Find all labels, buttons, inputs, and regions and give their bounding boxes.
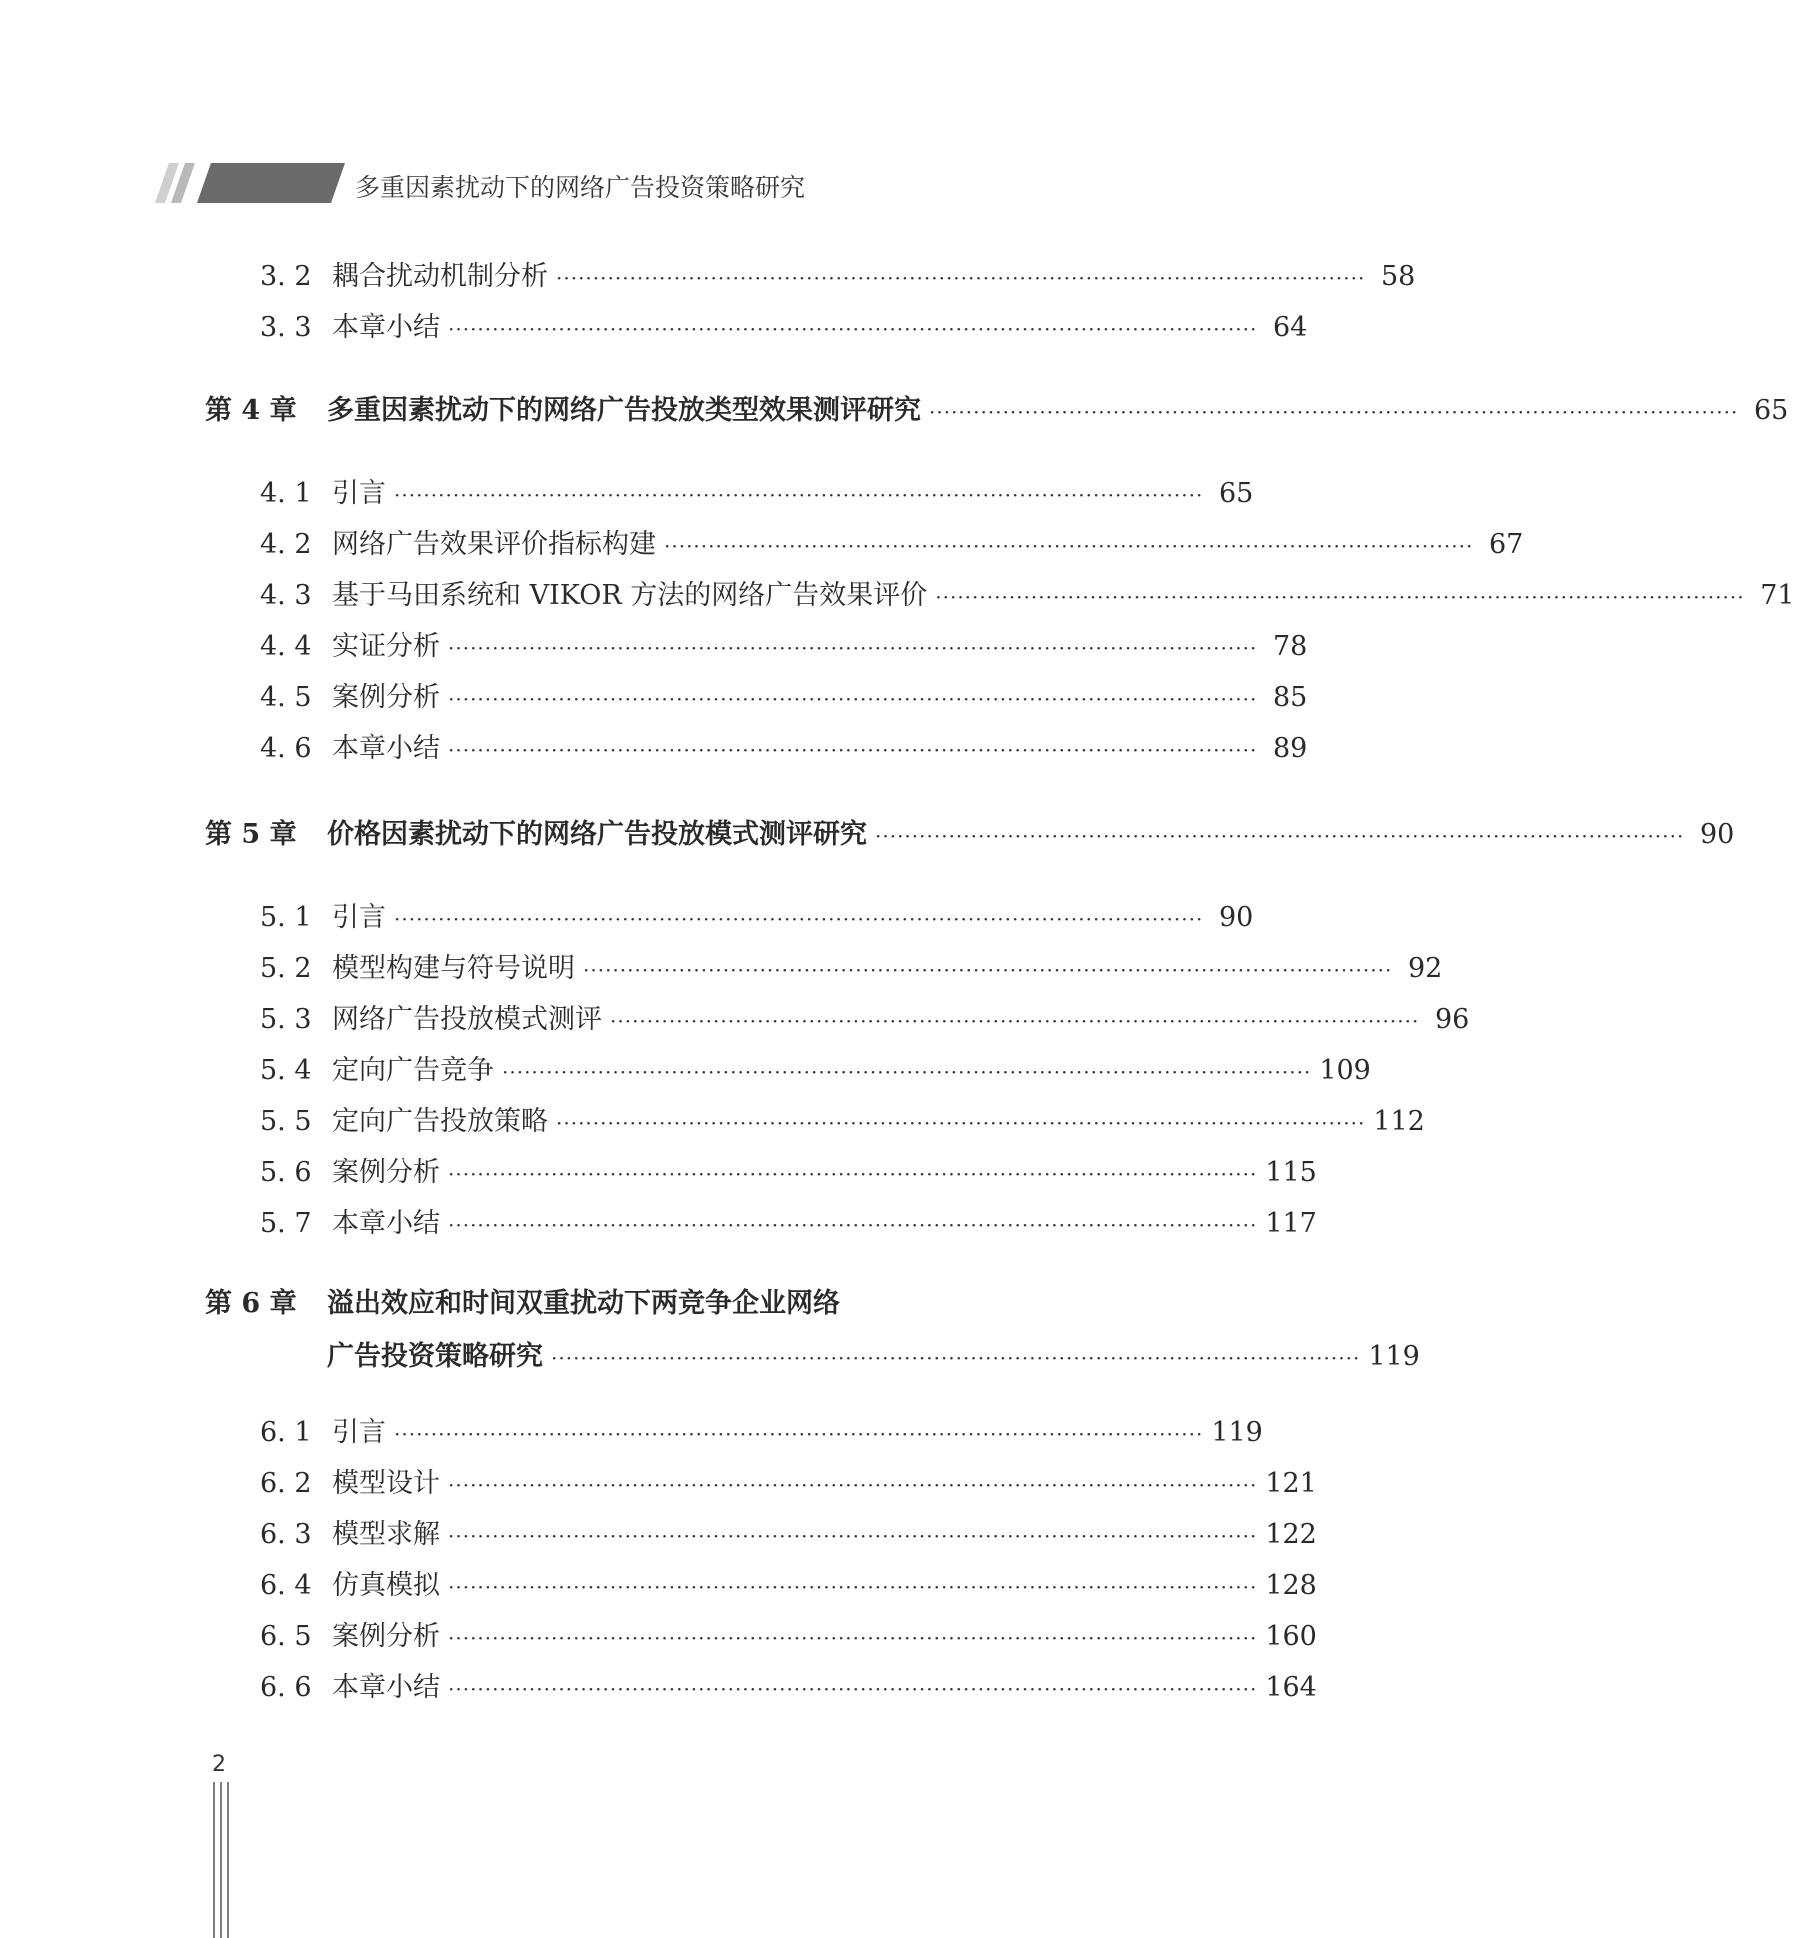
leader-dots: ·············································································································· (448, 1162, 1258, 1186)
leader-dots: ·············································································································· (394, 1422, 1204, 1446)
toc-entry-6-5[interactable] (260, 1614, 1317, 1654)
section-title: 本章小结 (332, 733, 440, 764)
section-title: 引言 (332, 478, 386, 509)
leader-dots: ·············································································································· (610, 1009, 1420, 1033)
section-number: 4. 4 (260, 631, 312, 662)
toc-entry-5-6[interactable] (260, 1150, 1317, 1190)
leader-dots: ·············································································································· (556, 1111, 1366, 1135)
section-title: 案例分析 (332, 1621, 440, 1652)
page-ref: 67 (1488, 529, 1524, 560)
page-ref: 164 (1265, 1672, 1317, 1703)
section-title: 实证分析 (332, 631, 440, 662)
section-title: 仿真模拟 (332, 1570, 440, 1601)
page-ref: 90 (1218, 902, 1254, 933)
section-number: 6. 6 (260, 1672, 312, 1703)
section-number: 6. 2 (260, 1468, 312, 1499)
toc-entry-4-4[interactable] (260, 624, 1308, 664)
page-ref: 117 (1265, 1208, 1317, 1239)
section-number: 6. 4 (260, 1570, 312, 1601)
leader-dots: ·············································································································· (502, 1060, 1312, 1084)
section-title: 本章小结 (332, 1208, 440, 1239)
section-title: 耦合扰动机制分析 (332, 261, 548, 292)
toc-entry-6-3[interactable] (260, 1512, 1317, 1552)
chapter-title: 多重因素扰动下的网络广告投放类型效果测评研究 (327, 395, 921, 426)
chapter-number: 第 5 章 (205, 819, 297, 850)
toc-entry-3-2[interactable] (260, 254, 1416, 294)
section-title: 网络广告投放模式测评 (332, 1004, 602, 1035)
section-number: 3. 3 (260, 312, 312, 343)
page-ref: 89 (1272, 733, 1308, 764)
chapter-title: 价格因素扰动下的网络广告投放模式测评研究 (327, 819, 867, 850)
chapter-number: 第 4 章 (205, 395, 297, 426)
toc-chapter-4[interactable] (205, 388, 1789, 428)
toc-entry-5-4[interactable] (260, 1048, 1371, 1088)
section-number: 5. 2 (260, 953, 312, 984)
section-number: 6. 1 (260, 1417, 312, 1448)
section-number: 5. 4 (260, 1055, 312, 1086)
section-title: 模型设计 (332, 1468, 440, 1499)
section-number: 3. 2 (260, 261, 312, 292)
toc-entry-5-5[interactable] (260, 1099, 1425, 1139)
leader-dots: ·············································································································· (448, 636, 1258, 660)
page-number: 2 (212, 1752, 226, 1777)
section-number: 4. 5 (260, 682, 312, 713)
chapter-title-continued: 广告投资策略研究 (327, 1341, 543, 1372)
page-ref: 71 (1760, 580, 1795, 611)
section-number: 5. 5 (260, 1106, 312, 1137)
toc-chapter-6[interactable] (205, 1281, 1177, 1321)
leader-dots: ·············································································································· (929, 400, 1739, 424)
page-ref: 128 (1265, 1570, 1317, 1601)
section-number: 6. 5 (260, 1621, 312, 1652)
page-ref: 160 (1265, 1621, 1317, 1652)
page-ref: 85 (1272, 682, 1308, 713)
toc-entry-4-6[interactable] (260, 726, 1308, 766)
leader-dots: ·············································································································· (448, 317, 1258, 341)
chapter-title: 溢出效应和时间双重扰动下两竞争企业网络 (327, 1288, 840, 1319)
leader-dots: ·············································································································· (448, 687, 1258, 711)
section-title: 案例分析 (332, 682, 440, 713)
section-title: 网络广告效果评价指标构建 (332, 529, 656, 560)
toc-entry-5-7[interactable] (260, 1201, 1317, 1241)
toc-entry-5-1[interactable] (260, 895, 1254, 935)
leader-dots: ·············································································································· (448, 1213, 1258, 1237)
leader-dots: ·············································································································· (875, 824, 1685, 848)
section-title: 模型构建与符号说明 (332, 953, 575, 984)
toc-chapter-5[interactable] (205, 812, 1735, 852)
leader-dots: ·············································································································· (448, 1677, 1258, 1701)
section-number: 4. 2 (260, 529, 312, 560)
toc-chapter-6-continued[interactable] (327, 1334, 1420, 1374)
page-ref: 64 (1272, 312, 1308, 343)
page-ref: 65 (1218, 478, 1254, 509)
section-number: 4. 3 (260, 580, 312, 611)
running-header-title: 多重因素扰动下的网络广告投资策略研究 (355, 173, 806, 202)
section-title: 引言 (332, 902, 386, 933)
section-title: 本章小结 (332, 312, 440, 343)
page-ref: 90 (1699, 819, 1735, 850)
margin-rule-lines (212, 1782, 234, 1938)
toc-entry-4-1[interactable] (260, 471, 1254, 511)
page-ref: 65 (1753, 395, 1789, 426)
toc-entry-4-3[interactable] (260, 573, 1795, 613)
page-ref: 121 (1265, 1468, 1317, 1499)
section-title: 案例分析 (332, 1157, 440, 1188)
toc-entry-6-4[interactable] (260, 1563, 1317, 1603)
section-title: 模型求解 (332, 1519, 440, 1550)
page-ref: 122 (1265, 1519, 1317, 1550)
leader-dots: ·············································································································· (448, 1626, 1258, 1650)
page-ref: 119 (1211, 1417, 1263, 1448)
toc-entry-5-2[interactable] (260, 946, 1443, 986)
leader-dots: ·············································································································· (583, 958, 1393, 982)
toc-entry-6-1[interactable] (260, 1410, 1263, 1450)
toc-entry-5-3[interactable] (260, 997, 1470, 1037)
page-ref: 78 (1272, 631, 1308, 662)
leader-dots: ·············································································································· (448, 1575, 1258, 1599)
section-title: 本章小结 (332, 1672, 440, 1703)
leader-dots: ·············································································································· (394, 907, 1204, 931)
leader-dots: ·············································································································· (394, 483, 1204, 507)
leader-dots: ·············································································································· (556, 266, 1366, 290)
leader-dots: ·············································································································· (551, 1346, 1361, 1370)
section-number: 4. 6 (260, 733, 312, 764)
toc-entry-4-2[interactable] (260, 522, 1524, 562)
chapter-number: 第 6 章 (205, 1288, 297, 1319)
section-number: 4. 1 (260, 478, 312, 509)
toc-entry-6-6[interactable] (260, 1665, 1317, 1705)
page-ref: 115 (1265, 1157, 1317, 1188)
section-number: 5. 1 (260, 902, 312, 933)
leader-dots: ·············································································································· (664, 534, 1474, 558)
section-title: 定向广告竞争 (332, 1055, 494, 1086)
leader-dots: ·············································································································· (448, 738, 1258, 762)
page-ref: 119 (1368, 1341, 1420, 1372)
page-ref: 112 (1373, 1106, 1425, 1137)
page-ref: 109 (1319, 1055, 1371, 1086)
section-title: 基于马田系统和 VIKOR 方法的网络广告效果评价 (332, 580, 928, 611)
section-number: 5. 7 (260, 1208, 312, 1239)
leader-dots: ·············································································································· (935, 585, 1745, 609)
toc-entry-6-2[interactable] (260, 1461, 1317, 1501)
section-number: 6. 3 (260, 1519, 312, 1550)
page-ref: 58 (1380, 261, 1416, 292)
section-title: 定向广告投放策略 (332, 1106, 548, 1137)
section-number: 5. 3 (260, 1004, 312, 1035)
toc-entry-3-3[interactable] (260, 305, 1308, 345)
toc-entry-4-5[interactable] (260, 675, 1308, 715)
section-title: 引言 (332, 1417, 386, 1448)
page-ref: 96 (1434, 1004, 1470, 1035)
page-ref: 92 (1407, 953, 1443, 984)
leader-dots: ·············································································································· (448, 1473, 1258, 1497)
leader-dots: ·············································································································· (448, 1524, 1258, 1548)
section-number: 5. 6 (260, 1157, 312, 1188)
